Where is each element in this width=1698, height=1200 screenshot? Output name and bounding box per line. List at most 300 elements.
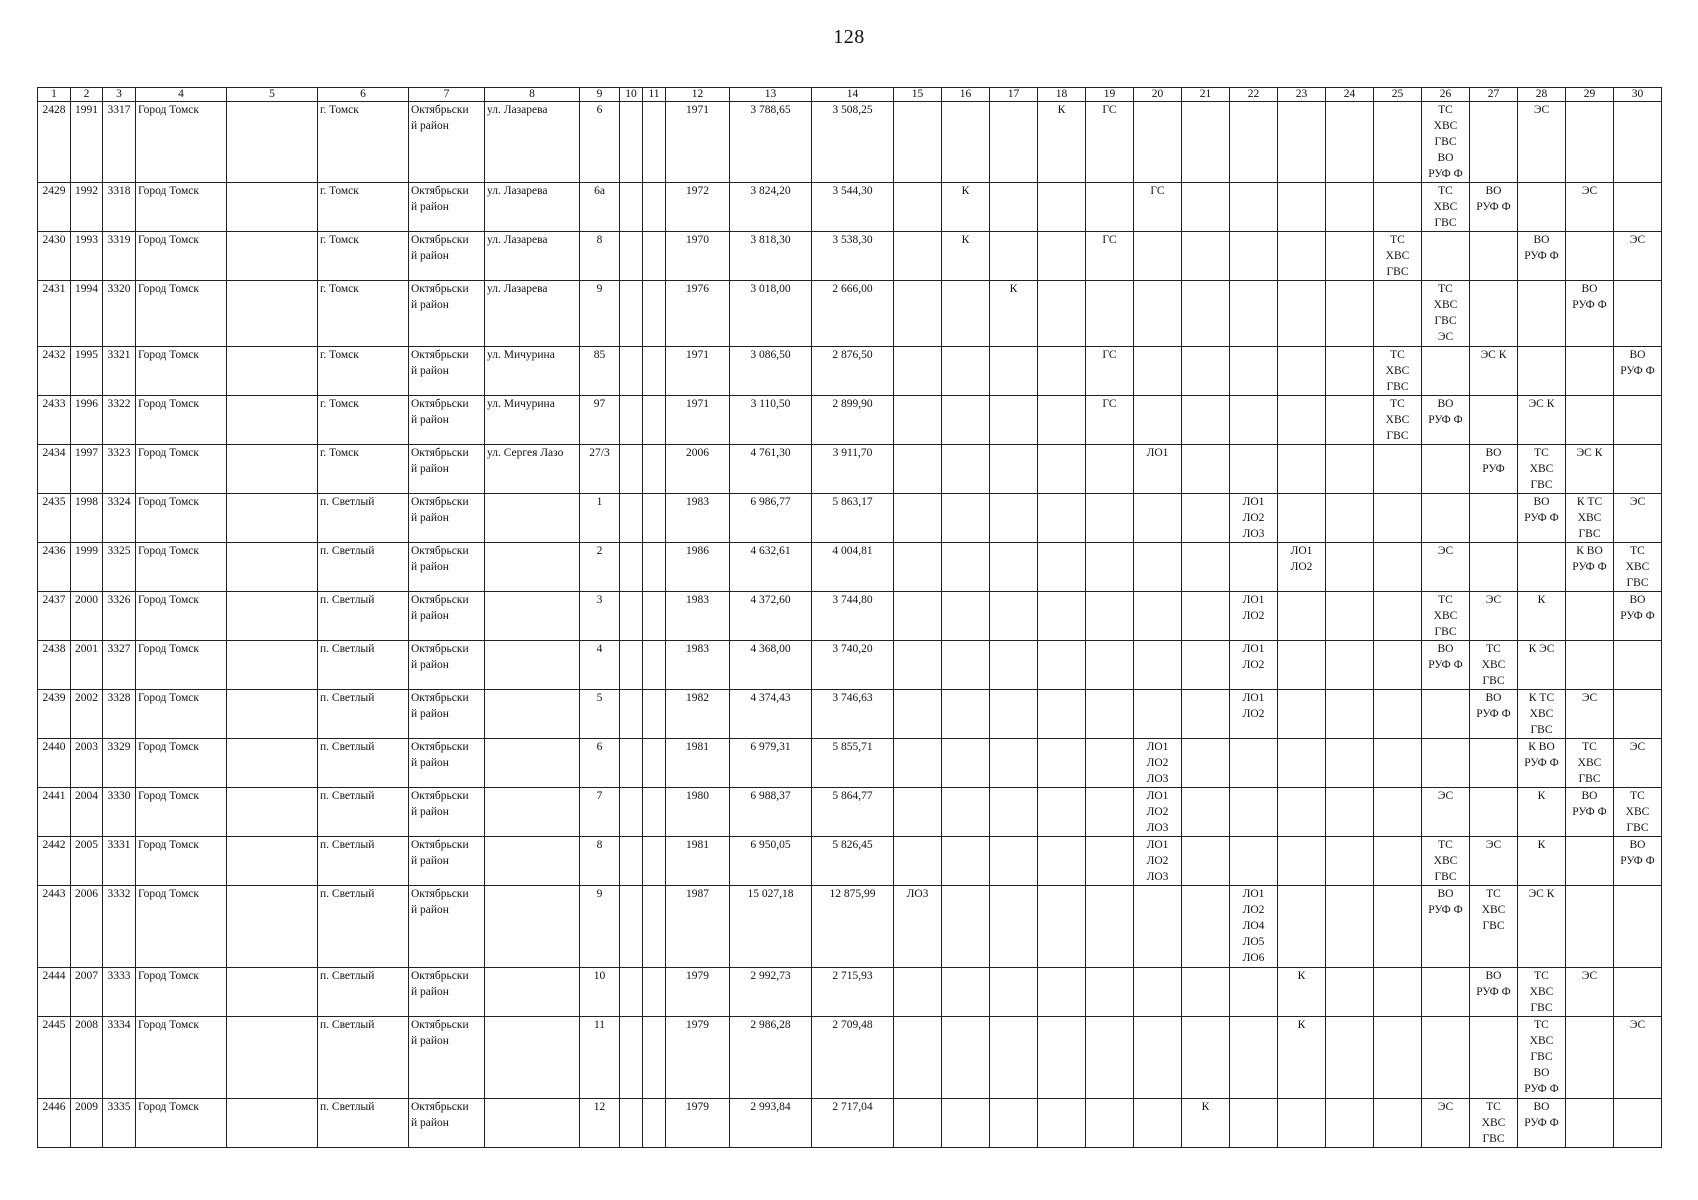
table-cell-col-27 <box>1470 347 1518 396</box>
table-cell-col-8 <box>485 886 580 968</box>
table-cell-col-26 <box>1422 494 1470 543</box>
column-number-20: 20 <box>1134 88 1182 102</box>
table-cell-col-26 <box>1422 739 1470 788</box>
table-cell-col-24 <box>1326 968 1374 1017</box>
table-cell-col-12: 1979 <box>666 1099 730 1148</box>
table-cell-col-30 <box>1614 837 1662 886</box>
table-cell-col-21 <box>1182 690 1230 739</box>
column-number-14: 14 <box>812 88 894 102</box>
table-cell-col-12: 1971 <box>666 102 730 183</box>
cell-line: Октябрьски <box>411 349 469 361</box>
table-cell-col-15 <box>894 232 942 281</box>
table-cell-col-3: 3326 <box>103 592 136 641</box>
table-cell-col-14: 3 538,30 <box>812 232 894 281</box>
table-cell-col-9: 3 <box>580 592 620 641</box>
table-cell-col-2: 1997 <box>71 445 103 494</box>
table-cell-col-11 <box>643 739 666 788</box>
table-row <box>38 641 1662 690</box>
column-number-8: 8 <box>485 88 580 102</box>
table-cell-col-10 <box>620 396 643 445</box>
cell-line: ЭС <box>1581 970 1598 982</box>
table-cell-col-25 <box>1374 968 1422 1017</box>
table-cell-col-13: 6 979,31 <box>730 739 812 788</box>
table-cell-col-5 <box>227 445 318 494</box>
table-cell-col-11 <box>643 232 666 281</box>
table-cell-col-3: 3332 <box>103 886 136 968</box>
cell-line: ХВС <box>1433 201 1458 213</box>
table-cell-col-27 <box>1470 232 1518 281</box>
table-cell-col-23 <box>1278 102 1326 183</box>
table-cell-col-2: 2004 <box>71 788 103 837</box>
table-cell-col-22 <box>1230 494 1278 543</box>
table-cell-col-28 <box>1518 347 1566 396</box>
table-cell-col-9: 1 <box>580 494 620 543</box>
table-cell-col-9: 9 <box>580 886 620 968</box>
cell-line: Октябрьски <box>411 283 469 295</box>
table-cell-col-4: Город Томск <box>136 690 227 739</box>
table-cell-col-12: 1971 <box>666 396 730 445</box>
table-cell-col-12: 1971 <box>666 347 730 396</box>
table-cell-col-17 <box>990 641 1038 690</box>
table-cell-col-15 <box>894 690 942 739</box>
table-cell-col-30 <box>1614 739 1662 788</box>
table-cell-col-25 <box>1374 788 1422 837</box>
table-cell-col-22 <box>1230 690 1278 739</box>
table-cell-col-2: 1994 <box>71 281 103 347</box>
cell-line: ЛО1 <box>1242 496 1265 508</box>
table-cell-col-5 <box>227 788 318 837</box>
table-cell-col-27 <box>1470 1099 1518 1148</box>
table-cell-col-30 <box>1614 641 1662 690</box>
table-cell-col-25 <box>1374 281 1422 347</box>
table-cell-col-13: 6 986,77 <box>730 494 812 543</box>
table-cell-col-29 <box>1566 788 1614 837</box>
table-cell-col-21 <box>1182 494 1230 543</box>
table-cell-col-21 <box>1182 1099 1230 1148</box>
table-cell-col-25 <box>1374 837 1422 886</box>
cell-line: ГС <box>1102 398 1117 410</box>
table-cell-col-9: 4 <box>580 641 620 690</box>
table-cell-col-16 <box>942 690 990 739</box>
table-cell-col-18 <box>1038 592 1086 641</box>
table-cell-col-15 <box>894 1017 942 1099</box>
table-cell-col-28 <box>1518 968 1566 1017</box>
table-cell-col-1: 2430 <box>38 232 71 281</box>
table-cell-col-21 <box>1182 1017 1230 1099</box>
table-cell-col-16 <box>942 494 990 543</box>
table-cell-col-27 <box>1470 739 1518 788</box>
table-cell-col-9: 8 <box>580 837 620 886</box>
cell-line: РУФ Ф <box>1524 512 1559 524</box>
cell-line: ВО <box>1485 185 1502 197</box>
table-cell-col-1: 2435 <box>38 494 71 543</box>
table-cell-col-3: 3330 <box>103 788 136 837</box>
cell-line: ЛО1 <box>1146 741 1169 753</box>
cell-line: ЭС К <box>1528 888 1555 900</box>
table-cell-col-10 <box>620 445 643 494</box>
cell-line: ЭС <box>1629 741 1646 753</box>
cell-line: й район <box>411 986 449 998</box>
table-cell-col-7 <box>409 445 485 494</box>
column-number-12: 12 <box>666 88 730 102</box>
table-row <box>38 183 1662 232</box>
table-cell-col-15 <box>894 739 942 788</box>
table-cell-col-11 <box>643 102 666 183</box>
table-cell-col-13: 3 818,30 <box>730 232 812 281</box>
table-cell-col-2: 2003 <box>71 739 103 788</box>
table-cell-col-16 <box>942 445 990 494</box>
table-cell-col-28 <box>1518 641 1566 690</box>
cell-line: ЭС <box>1485 594 1502 606</box>
table-cell-col-27 <box>1470 281 1518 347</box>
table-cell-col-19 <box>1086 690 1134 739</box>
table-cell-col-3: 3324 <box>103 494 136 543</box>
table-cell-col-26 <box>1422 347 1470 396</box>
table-cell-col-30 <box>1614 968 1662 1017</box>
table-cell-col-14: 2 666,00 <box>812 281 894 347</box>
cell-line: РУФ Ф <box>1572 299 1607 311</box>
table-cell-col-13: 2 992,73 <box>730 968 812 1017</box>
table-cell-col-9: 27/3 <box>580 445 620 494</box>
table-cell-col-20 <box>1134 183 1182 232</box>
table-cell-col-7 <box>409 102 485 183</box>
table-cell-col-18 <box>1038 788 1086 837</box>
table-cell-col-10 <box>620 281 643 347</box>
table-cell-col-18 <box>1038 232 1086 281</box>
table-cell-col-23 <box>1278 592 1326 641</box>
table-cell-col-24 <box>1326 788 1374 837</box>
cell-line: ГС <box>1102 104 1117 116</box>
table-cell-col-3: 3318 <box>103 183 136 232</box>
table-cell-col-10 <box>620 1017 643 1099</box>
table-cell-col-19 <box>1086 1017 1134 1099</box>
table-cell-col-29 <box>1566 1099 1614 1148</box>
table-cell-col-11 <box>643 641 666 690</box>
table-cell-col-24 <box>1326 1017 1374 1099</box>
table-cell-col-6: п. Светлый <box>318 886 409 968</box>
table-cell-col-1: 2437 <box>38 592 71 641</box>
table-cell-col-24 <box>1326 886 1374 968</box>
table-cell-col-4: Город Томск <box>136 396 227 445</box>
table-row <box>38 494 1662 543</box>
table-cell-col-11 <box>643 494 666 543</box>
table-cell-col-28 <box>1518 1017 1566 1099</box>
table-cell-col-7 <box>409 788 485 837</box>
table-cell-col-4: Город Томск <box>136 788 227 837</box>
table-row <box>38 592 1662 641</box>
cell-line: й район <box>411 365 449 377</box>
table-cell-col-22 <box>1230 281 1278 347</box>
table-cell-col-25 <box>1374 592 1422 641</box>
column-number-row <box>38 88 1662 102</box>
table-cell-col-11 <box>643 886 666 968</box>
table-cell-col-27 <box>1470 494 1518 543</box>
table-cell-col-1: 2439 <box>38 690 71 739</box>
table-cell-col-27 <box>1470 102 1518 183</box>
table-cell-col-19 <box>1086 788 1134 837</box>
table-cell-col-23 <box>1278 347 1326 396</box>
cell-line: ТС <box>1438 594 1453 606</box>
table-cell-col-17 <box>990 690 1038 739</box>
table-cell-col-29 <box>1566 543 1614 592</box>
table-cell-col-17 <box>990 592 1038 641</box>
table-cell-col-2: 2009 <box>71 1099 103 1148</box>
table-cell-col-15 <box>894 445 942 494</box>
column-number-2: 2 <box>71 88 103 102</box>
table-cell-col-29 <box>1566 690 1614 739</box>
cell-line: й район <box>411 1117 449 1129</box>
cell-line: ХВС <box>1529 986 1554 998</box>
table-cell-col-14: 2 717,04 <box>812 1099 894 1148</box>
table-cell-col-16 <box>942 739 990 788</box>
table-cell-col-25 <box>1374 739 1422 788</box>
table-cell-col-6: г. Томск <box>318 396 409 445</box>
cell-line: ГВС <box>1434 871 1457 883</box>
table-cell-col-16 <box>942 968 990 1017</box>
cell-line: ВО <box>1485 970 1502 982</box>
cell-line: ЛО1 <box>1146 790 1169 802</box>
cell-line: ВО <box>1629 349 1646 361</box>
table-cell-col-7 <box>409 968 485 1017</box>
table-row <box>38 968 1662 1017</box>
cell-line: ВО <box>1437 152 1454 164</box>
table-cell-col-13: 3 110,50 <box>730 396 812 445</box>
table-cell-col-10 <box>620 1099 643 1148</box>
table-cell-col-19 <box>1086 1099 1134 1148</box>
table-cell-col-6: п. Светлый <box>318 641 409 690</box>
table-cell-col-27 <box>1470 837 1518 886</box>
table-cell-col-23 <box>1278 641 1326 690</box>
table-cell-col-3: 3319 <box>103 232 136 281</box>
table-cell-col-23 <box>1278 281 1326 347</box>
cell-line: ВО <box>1581 283 1598 295</box>
table-cell-col-26 <box>1422 788 1470 837</box>
table-cell-col-5 <box>227 232 318 281</box>
cell-line: ТС <box>1438 839 1453 851</box>
table-cell-col-25 <box>1374 886 1422 968</box>
cell-line: ХВС <box>1625 561 1650 573</box>
cell-line: ВО <box>1533 234 1550 246</box>
table-cell-col-14: 12 875,99 <box>812 886 894 968</box>
cell-line: ЛО1 <box>1242 692 1265 704</box>
table-cell-col-5 <box>227 1017 318 1099</box>
table-cell-col-12: 1981 <box>666 837 730 886</box>
table-cell-col-22 <box>1230 347 1278 396</box>
table-cell-col-4: Город Томск <box>136 592 227 641</box>
table-cell-col-12: 1981 <box>666 739 730 788</box>
table-cell-col-15 <box>894 543 942 592</box>
table-cell-col-8: ул. Мичурина <box>485 347 580 396</box>
table-cell-col-6: п. Светлый <box>318 690 409 739</box>
table-cell-col-14: 3 508,25 <box>812 102 894 183</box>
table-cell-col-23 <box>1278 494 1326 543</box>
table-cell-col-30 <box>1614 494 1662 543</box>
table-cell-col-18 <box>1038 739 1086 788</box>
table-cell-col-29 <box>1566 837 1614 886</box>
table-cell-col-13: 3 824,20 <box>730 183 812 232</box>
table-cell-col-25 <box>1374 102 1422 183</box>
table-cell-col-27 <box>1470 445 1518 494</box>
table-cell-col-1: 2443 <box>38 886 71 968</box>
cell-line: РУФ <box>1482 463 1505 475</box>
table-cell-col-4: Город Томск <box>136 886 227 968</box>
cell-line: ГВС <box>1626 822 1649 834</box>
cell-line: ХВС <box>1577 512 1602 524</box>
table-cell-col-18 <box>1038 396 1086 445</box>
cell-line: Октябрьски <box>411 970 469 982</box>
table-cell-col-18 <box>1038 1099 1086 1148</box>
table-cell-col-6: п. Светлый <box>318 1099 409 1148</box>
table-cell-col-12: 1980 <box>666 788 730 837</box>
table-cell-col-8 <box>485 494 580 543</box>
table-cell-col-20 <box>1134 543 1182 592</box>
table-cell-col-3: 3317 <box>103 102 136 183</box>
table-cell-col-27 <box>1470 183 1518 232</box>
table-cell-col-22 <box>1230 543 1278 592</box>
table-cell-col-9: 9 <box>580 281 620 347</box>
table-row <box>38 1017 1662 1099</box>
table-cell-col-21 <box>1182 543 1230 592</box>
cell-line: ЭС <box>1581 185 1598 197</box>
table-cell-col-13: 4 368,00 <box>730 641 812 690</box>
column-number-11: 11 <box>643 88 666 102</box>
cell-line: ГВС <box>1482 675 1505 687</box>
cell-line: Октябрьски <box>411 398 469 410</box>
cell-line: ТС <box>1390 234 1405 246</box>
table-cell-col-19 <box>1086 494 1134 543</box>
table-cell-col-30 <box>1614 396 1662 445</box>
cell-line: Октябрьски <box>411 234 469 246</box>
table-cell-col-17 <box>990 232 1038 281</box>
cell-line: РУФ Ф <box>1620 365 1655 377</box>
table-cell-col-5 <box>227 494 318 543</box>
table-cell-col-24 <box>1326 543 1374 592</box>
table-cell-col-25 <box>1374 445 1422 494</box>
table-cell-col-20 <box>1134 886 1182 968</box>
table-cell-col-10 <box>620 347 643 396</box>
cell-line: ВО <box>1629 839 1646 851</box>
table-cell-col-14: 2 899,90 <box>812 396 894 445</box>
table-cell-col-20 <box>1134 968 1182 1017</box>
cell-line: Октябрьски <box>411 594 469 606</box>
table-cell-col-2: 1995 <box>71 347 103 396</box>
table-cell-col-14: 3 740,20 <box>812 641 894 690</box>
cell-line: Октябрьски <box>411 888 469 900</box>
column-number-30: 30 <box>1614 88 1662 102</box>
cell-line: Октябрьски <box>411 104 469 116</box>
table-row <box>38 837 1662 886</box>
table-cell-col-15 <box>894 396 942 445</box>
cell-line: ГВС <box>1386 266 1409 278</box>
table-cell-col-11 <box>643 281 666 347</box>
table-cell-col-4: Город Томск <box>136 1099 227 1148</box>
cell-line: К <box>961 234 970 246</box>
column-number-16: 16 <box>942 88 990 102</box>
table-cell-col-27 <box>1470 641 1518 690</box>
table-cell-col-10 <box>620 543 643 592</box>
table-cell-col-7 <box>409 494 485 543</box>
cell-line: ГВС <box>1530 724 1553 736</box>
table-cell-col-5 <box>227 968 318 1017</box>
cell-line: ЭС К <box>1528 398 1555 410</box>
table-row <box>38 396 1662 445</box>
table-cell-col-21 <box>1182 347 1230 396</box>
column-number-7: 7 <box>409 88 485 102</box>
table-cell-col-22 <box>1230 396 1278 445</box>
cell-line: й район <box>411 120 449 132</box>
cell-line: ЛО4 <box>1242 920 1265 932</box>
table-cell-col-24 <box>1326 102 1374 183</box>
table-cell-col-4: Город Томск <box>136 232 227 281</box>
cell-line: ГС <box>1102 234 1117 246</box>
table-cell-col-26 <box>1422 690 1470 739</box>
table-cell-col-26 <box>1422 102 1470 183</box>
column-number-24: 24 <box>1326 88 1374 102</box>
table-cell-col-8: ул. Мичурина <box>485 396 580 445</box>
table-row <box>38 1099 1662 1148</box>
table-cell-col-21 <box>1182 641 1230 690</box>
table-cell-col-13: 3 018,00 <box>730 281 812 347</box>
table-cell-col-22 <box>1230 837 1278 886</box>
table-cell-col-29 <box>1566 1017 1614 1099</box>
table-cell-col-4: Город Томск <box>136 1017 227 1099</box>
cell-line: ЛО1 <box>1290 545 1313 557</box>
cell-line: ТС <box>1534 1019 1549 1031</box>
table-cell-col-19 <box>1086 396 1134 445</box>
table-cell-col-10 <box>620 592 643 641</box>
column-number-21: 21 <box>1182 88 1230 102</box>
table-cell-col-2: 1991 <box>71 102 103 183</box>
table-cell-col-17 <box>990 347 1038 396</box>
cell-line: ЭС <box>1533 104 1550 116</box>
cell-line: К ЭС <box>1528 643 1555 655</box>
table-cell-col-20 <box>1134 347 1182 396</box>
table-cell-col-30 <box>1614 1017 1662 1099</box>
cell-line: ЭС <box>1485 839 1502 851</box>
table-cell-col-1: 2431 <box>38 281 71 347</box>
table-cell-col-29 <box>1566 396 1614 445</box>
cell-line: ЛО2 <box>1242 610 1265 622</box>
table-cell-col-1: 2446 <box>38 1099 71 1148</box>
table-cell-col-2: 1999 <box>71 543 103 592</box>
table-cell-col-27 <box>1470 592 1518 641</box>
table-cell-col-2: 2005 <box>71 837 103 886</box>
table-cell-col-5 <box>227 543 318 592</box>
table-cell-col-4: Город Томск <box>136 837 227 886</box>
cell-line: ГВС <box>1482 1133 1505 1145</box>
table-cell-col-5 <box>227 102 318 183</box>
table-cell-col-10 <box>620 494 643 543</box>
table-cell-col-16 <box>942 592 990 641</box>
table-cell-col-22 <box>1230 886 1278 968</box>
table-cell-col-17 <box>990 1017 1038 1099</box>
cell-line: ХВС <box>1481 904 1506 916</box>
table-cell-col-3: 3320 <box>103 281 136 347</box>
table-cell-col-8: ул. Лазарева <box>485 183 580 232</box>
table-cell-col-1: 2433 <box>38 396 71 445</box>
cell-line: ВО <box>1437 643 1454 655</box>
table-cell-col-23 <box>1278 1017 1326 1099</box>
cell-line: ГВС <box>1434 217 1457 229</box>
table-cell-col-27 <box>1470 968 1518 1017</box>
cell-line: ЛО2 <box>1290 561 1313 573</box>
table-cell-col-7 <box>409 183 485 232</box>
table-cell-col-6: г. Томск <box>318 347 409 396</box>
cell-line: й район <box>411 561 449 573</box>
table-cell-col-1: 2441 <box>38 788 71 837</box>
table-cell-col-8 <box>485 543 580 592</box>
table-cell-col-12: 1979 <box>666 1017 730 1099</box>
